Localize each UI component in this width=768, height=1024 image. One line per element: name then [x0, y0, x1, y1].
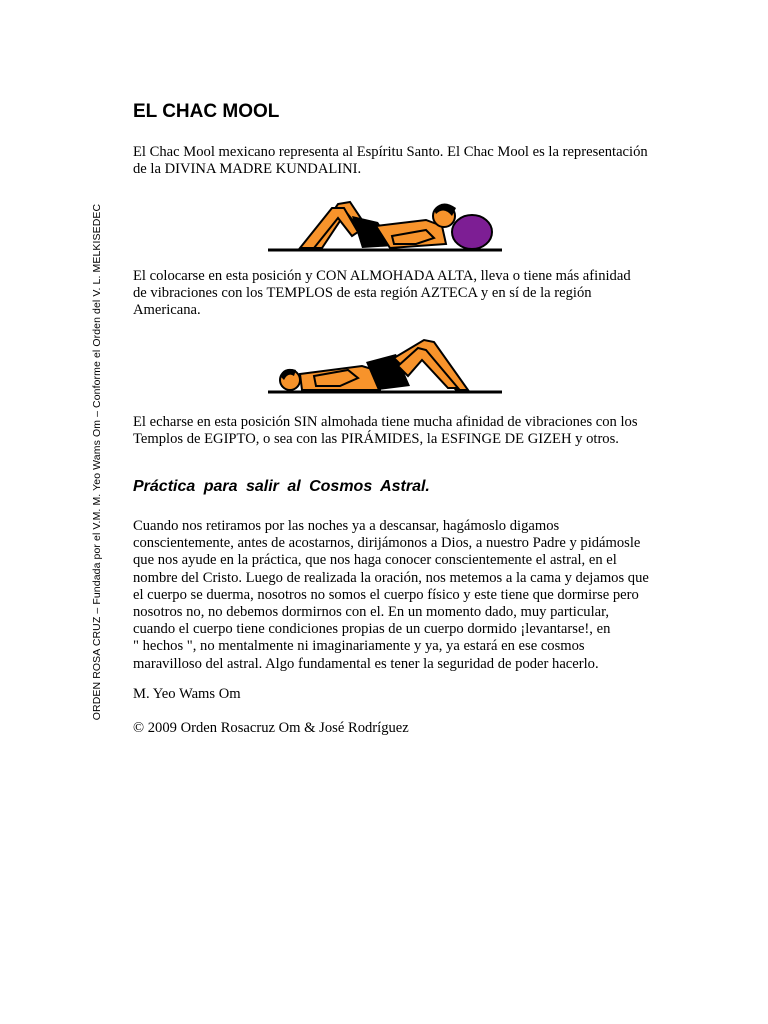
text-line: cuando el cuerpo tiene condiciones propias de un cuerpo dormido ¡levantarse!, en [133, 621, 611, 638]
text-line: Americana. [133, 302, 201, 319]
side-margin-text: ORDEN ROSA CRUZ – Fundada por el V.M. M. Yeo Wams Om – Conforme el Orden del V. L. MELKISEDEC [91, 203, 103, 721]
text-line: maravilloso del astral. Algo fundamental es tener la seguridad de poder hacerlo. [133, 655, 599, 672]
high-pillow-paragraph [133, 268, 631, 320]
section-subtitle: Práctica para salir al Cosmos Astral. [133, 478, 430, 495]
text-line: el cuerpo se duerma, nosotros no somos el cuerpo físico y este tiene que dormirse pero [133, 586, 639, 603]
text-line: Templos de EGIPTO, o sea con las PIRÁMIDES, la ESFINGE DE GIZEH y otros. [133, 431, 619, 448]
reclining-figure-without-pillow-icon [266, 336, 506, 396]
intro-paragraph [133, 144, 648, 178]
no-pillow-paragraph [133, 414, 638, 448]
practice-paragraph [133, 518, 649, 673]
text-line: El colocarse en esta posición y CON ALMOHADA ALTA, lleva o tiene más afinidad [133, 268, 631, 284]
signature: M. Yeo Wams Om [133, 686, 241, 702]
reclining-figure-with-pillow-icon [266, 196, 506, 256]
text-line: nosotros no, no debemos dormirnos con el. En un momento dado, muy particular, [133, 604, 610, 621]
text-line: Cuando nos retiramos por las noches ya a descansar, hagámoslo digamos [133, 518, 560, 534]
copyright-notice: © 2009 Orden Rosacruz Om & José Rodríguez [133, 720, 409, 736]
text-line: nombre del Cristo. Luego de realizada la oración, nos metemos a la cama y dejamos que [133, 569, 649, 586]
text-line: que nos ayude en la práctica, que nos haga conocer conscientemente el astral, en el [133, 552, 617, 569]
text-line: de vibraciones con los TEMPLOS de esta región AZTECA y en sí de la región [133, 285, 592, 302]
pillow-shape [452, 215, 492, 249]
text-line: El Chac Mool mexicano representa al Espíritu Santo. El Chac Mool es la representación [133, 144, 648, 160]
text-line: " hechos ", no mentalmente ni imaginariamente y ya, ya estará en ese cosmos [133, 638, 585, 655]
page-title: EL CHAC MOOL [133, 101, 280, 122]
text-line: conscientemente, antes de acostarnos, dirijámonos a Dios, a nuestro Padre y pidámosle [133, 535, 641, 552]
text-line: de la DIVINA MADRE KUNDALINI. [133, 161, 362, 178]
text-line: El echarse en esta posición SIN almohada tiene mucha afinidad de vibraciones con los [133, 414, 638, 430]
